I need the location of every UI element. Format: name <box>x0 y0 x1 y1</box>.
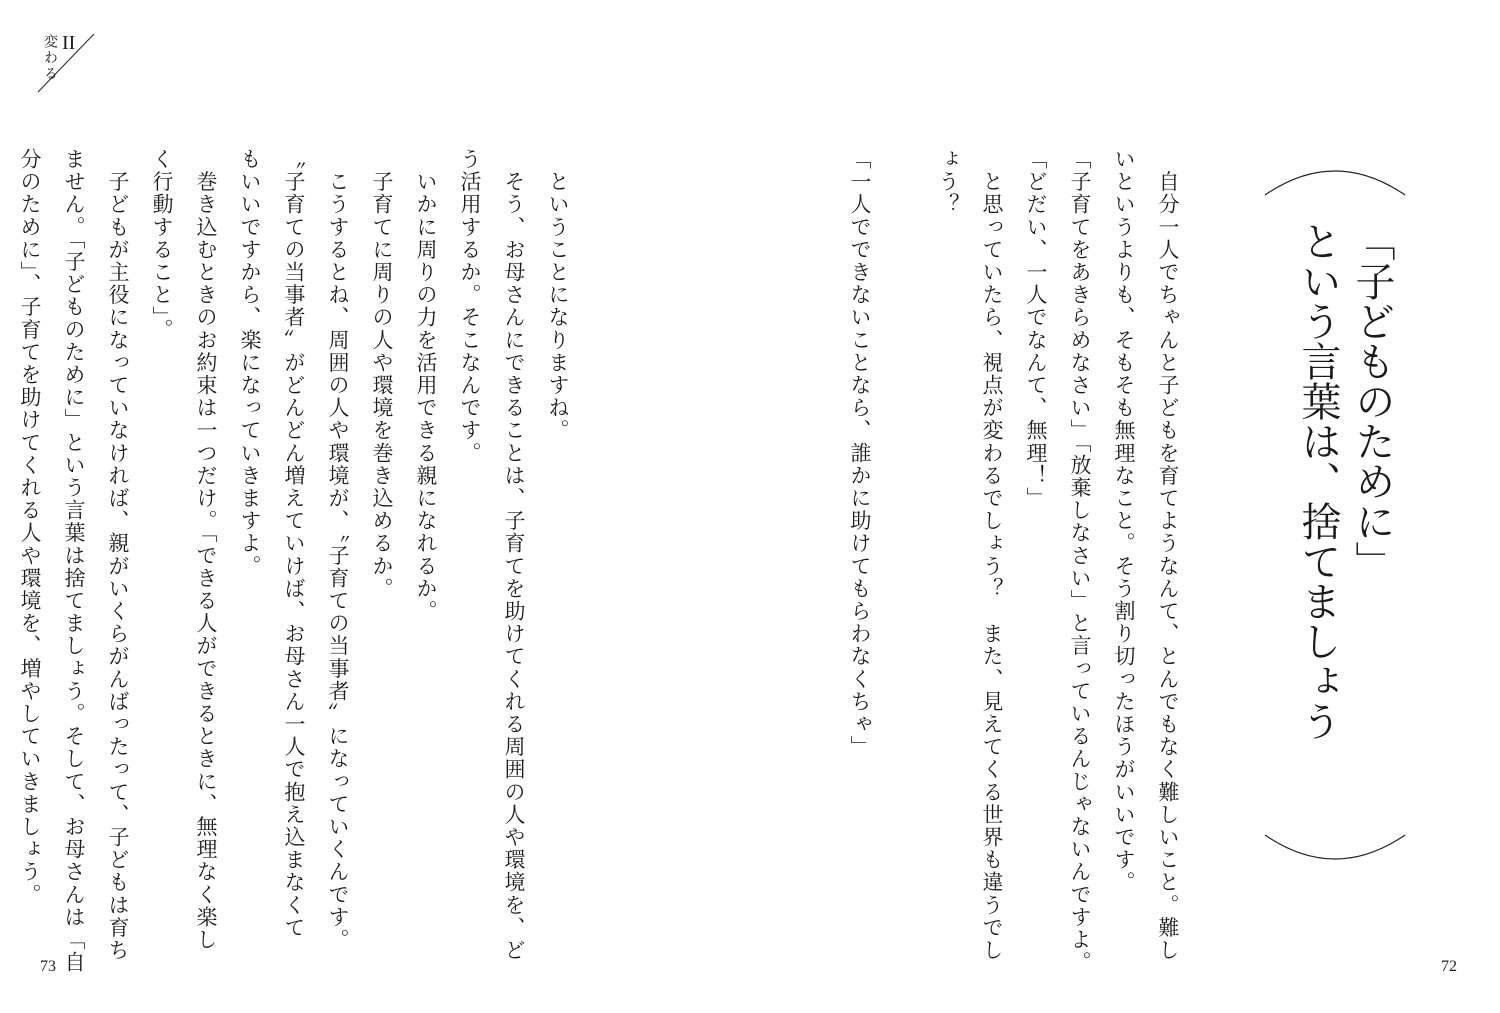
text-line: 子育てに周りの人や環境を巻き込めるか。 <box>370 148 394 600</box>
text-line: 分のために」、子育てを助けてくれる人や環境を、増やしていきましょう。 <box>18 148 42 906</box>
text-line: 自分一人でちゃんと子どもを育てようなんて、とんでもなく難しいこと。難し <box>1156 148 1180 962</box>
section-heading-block <box>1255 155 1415 865</box>
text-line: ょう？ <box>936 148 960 216</box>
text-line: 「どだい、一人でなんて、無理！」 <box>1024 148 1048 510</box>
text-line: そう、お母さんにできることは、子育てを助けてくれる周囲の人や環境を、ど <box>502 148 526 962</box>
text-line: ということになりますね。 <box>546 148 570 442</box>
text-line: いというよりも、そもそも無理なこと。そう割り切ったほうがいいです。 <box>1112 148 1136 894</box>
text-line: 〝子育ての当事者〟がどんどん増えていけば、お母さん一人で抱え込まなくて <box>282 148 306 939</box>
text-line: と思っていたら、視点が変わるでしょう？ また、見えてくる世界も違うでし <box>980 148 1004 962</box>
text-line: ません。「子どものために」という言葉は捨てましょう。そして、お母さんは「自 <box>62 148 86 974</box>
text-line: 「一人でできないことなら、誰かに助けてもらわなくちゃ」 <box>848 148 872 759</box>
right-page-body <box>838 148 1190 974</box>
text-line: いかに周りの力を活用できる親になれるか。 <box>414 148 438 623</box>
text-line: く行動すること」。 <box>150 148 174 341</box>
chapter-title: 変わる <box>42 34 58 82</box>
text-line: う活用するか。そこなんです。 <box>458 148 482 465</box>
page-number-right: 72 <box>1441 958 1457 975</box>
text-line: 「子育てをあきらめなさい」「放棄しなさい」と言っているんじゃないんですよ。 <box>1068 148 1092 974</box>
chapter-number: II <box>62 32 76 54</box>
text-line: こうするとね、周囲の人や環境が、〝子育ての当事者〟になっていくんです。 <box>326 148 350 952</box>
text-line: 巻き込むときのお約束は一つだけ。「できる人ができるときに、無理なく楽し <box>194 148 218 952</box>
text-line: 子どもが主役になっていなければ、親がいくらがんばったって、子どもは育ち <box>106 148 130 962</box>
section-heading: 「子どものために」 という言葉は、捨てましょう <box>1295 221 1395 741</box>
text-line: もいいですから、楽になっていきますよ。 <box>238 148 262 578</box>
page-number-left: 73 <box>40 958 56 975</box>
text-line <box>882 148 926 928</box>
